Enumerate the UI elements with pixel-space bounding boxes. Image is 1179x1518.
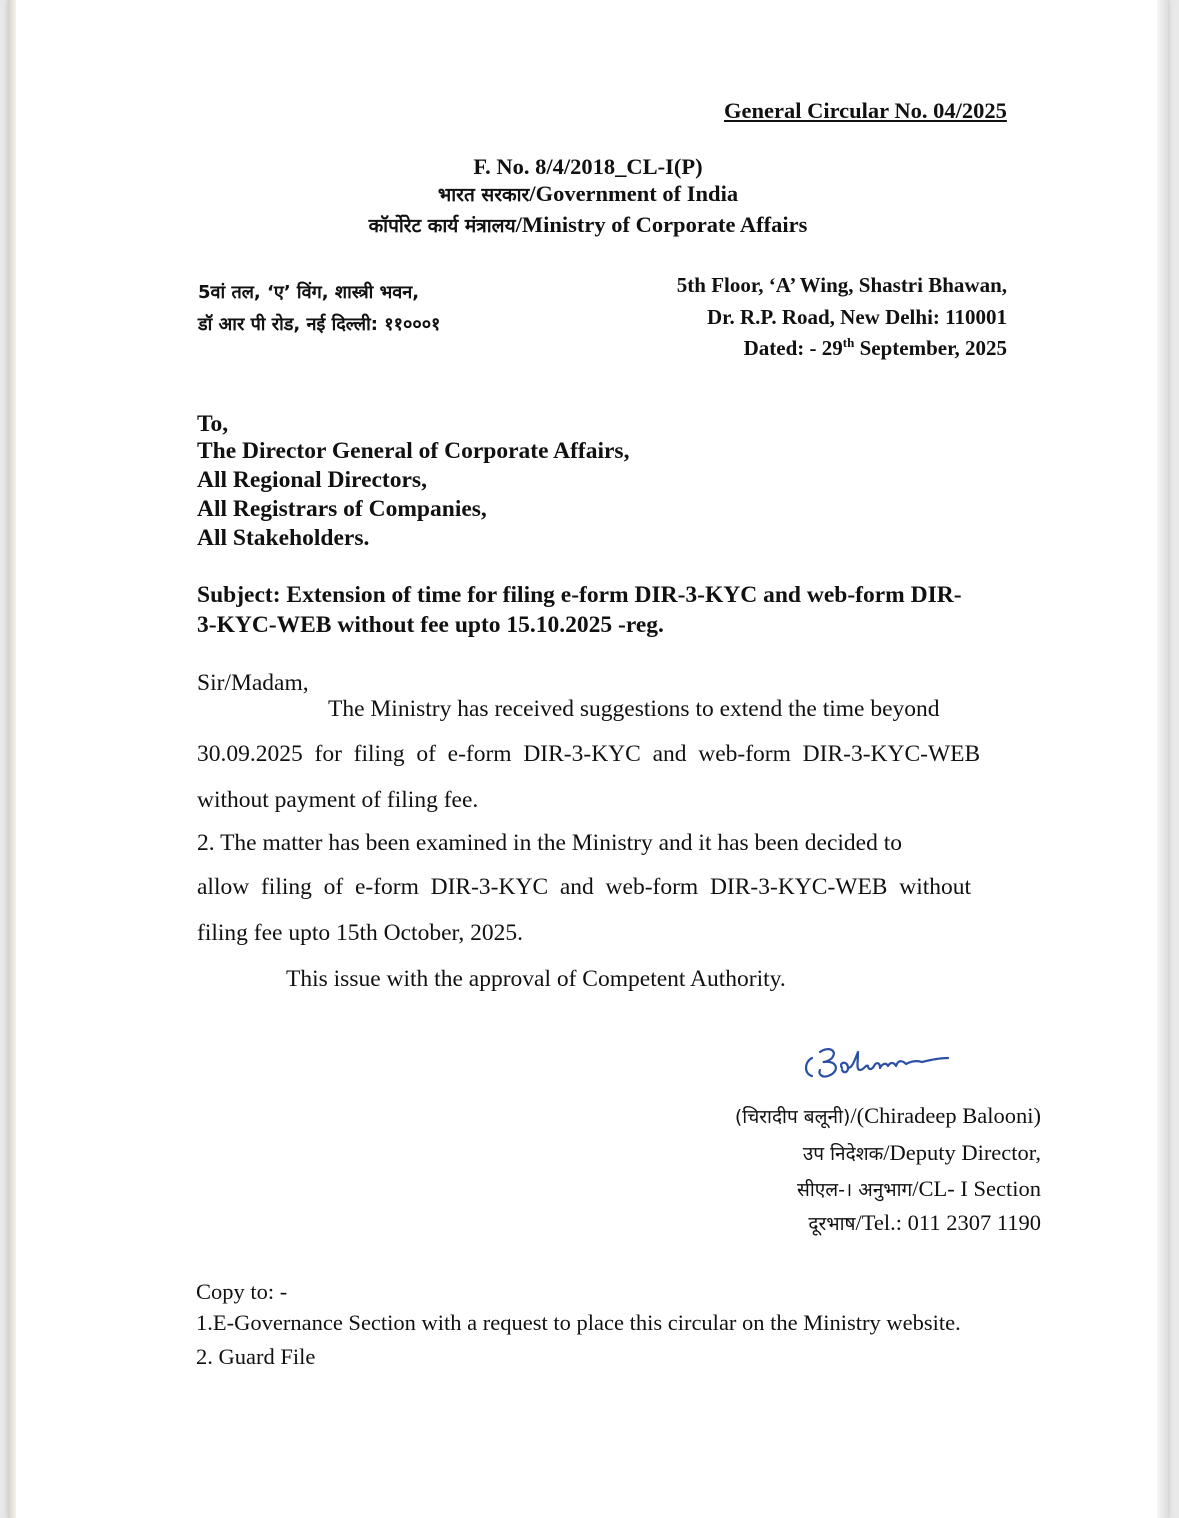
to-label: To, <box>197 411 229 437</box>
approval-line: This issue with the approval of Competent Authority. <box>286 966 786 992</box>
copy-to-item-2: 2. Guard File <box>196 1344 316 1369</box>
government-english: /Government of India <box>529 181 739 206</box>
government-hindi: भारत सरकार <box>437 184 530 206</box>
signatory-designation <box>803 1140 1041 1166</box>
signatory-section <box>797 1176 1041 1202</box>
paragraph2-line1: 2. The matter has been examined in the Ministry and it has been decided to <box>197 830 903 856</box>
copy-to-item-1: 1.E-Governance Section with a request to place this circular on the Ministry website. <box>196 1310 961 1335</box>
salutation: Sir/Madam, <box>197 670 309 696</box>
telephone-english: /Tel.: 011 2307 1190 <box>855 1210 1041 1235</box>
paragraph2-line2: allow filing of e-form DIR-3-KYC and web-form DIR-3-KYC-WEB without <box>197 874 972 900</box>
government-line <box>8 181 1168 207</box>
dated-line <box>744 336 1007 361</box>
section-hindi: सीएल-। अनुभाग <box>796 1179 913 1201</box>
handwritten-signature <box>798 1038 958 1088</box>
dated-superscript: th <box>842 335 855 350</box>
paragraph2-line3: filing fee upto 15th October, 2025. <box>197 920 524 946</box>
recipient-rd: All Regional Directors, <box>197 467 427 493</box>
dated-suffix: September, 2025 <box>854 336 1007 360</box>
section-english: /CL- I Section <box>912 1176 1041 1201</box>
paragraph1-line1: The Ministry has received suggestions to extend the time beyond <box>328 696 940 722</box>
circular-number: General Circular No. 04/2025 <box>724 98 1007 123</box>
ministry-english: /Ministry of Corporate Affairs <box>515 212 808 237</box>
address-english-line1: 5th Floor, ‘A’ Wing, Shastri Bhawan, <box>676 273 1007 297</box>
ministry-hindi: कॉर्पोरेट कार्य मंत्रालय <box>368 215 516 237</box>
subject-line2: 3-KYC-WEB without fee upto 15.10.2025 -reg. <box>197 612 664 638</box>
dated-prefix: Dated: - 29 <box>743 336 843 360</box>
address-hindi-line2: डॉ आर पी रोड, नई दिल्ली: ११०००१ <box>198 314 441 335</box>
document-page <box>8 0 1168 1518</box>
signatory-name <box>735 1103 1041 1129</box>
recipient-stakeholders: All Stakeholders. <box>197 525 370 551</box>
signatory-name-english: /(Chiradeep Balooni) <box>850 1103 1041 1128</box>
file-number: F. No. 8/4/2018_CL-I(P) <box>473 154 703 179</box>
designation-english: /Deputy Director, <box>883 1140 1041 1165</box>
paragraph1-line2: 30.09.2025 for filing of e-form DIR-3-KYC and web-form DIR-3-KYC-WEB <box>197 741 981 767</box>
paragraph1-line3: without payment of filing fee. <box>197 787 479 813</box>
subject-line1: Subject: Extension of time for filing e-form DIR-3-KYC and web-form DIR- <box>197 582 962 608</box>
address-english-line2: Dr. R.P. Road, New Delhi: 110001 <box>706 305 1007 329</box>
recipient-dg: The Director General of Corporate Affairs, <box>197 438 630 464</box>
designation-hindi: उप निदेशक <box>802 1143 884 1165</box>
ministry-line <box>8 212 1168 238</box>
recipient-roc: All Registrars of Companies, <box>197 496 487 522</box>
signatory-telephone <box>808 1210 1041 1236</box>
copy-to-heading: Copy to: - <box>196 1279 288 1304</box>
address-hindi-line1: 5वां तल, ‘ए’ विंग, शास्त्री भवन, <box>198 282 420 303</box>
signatory-name-hindi: (चिरादीप बलूनी) <box>734 1106 851 1128</box>
telephone-hindi: दूरभाष <box>808 1213 856 1235</box>
